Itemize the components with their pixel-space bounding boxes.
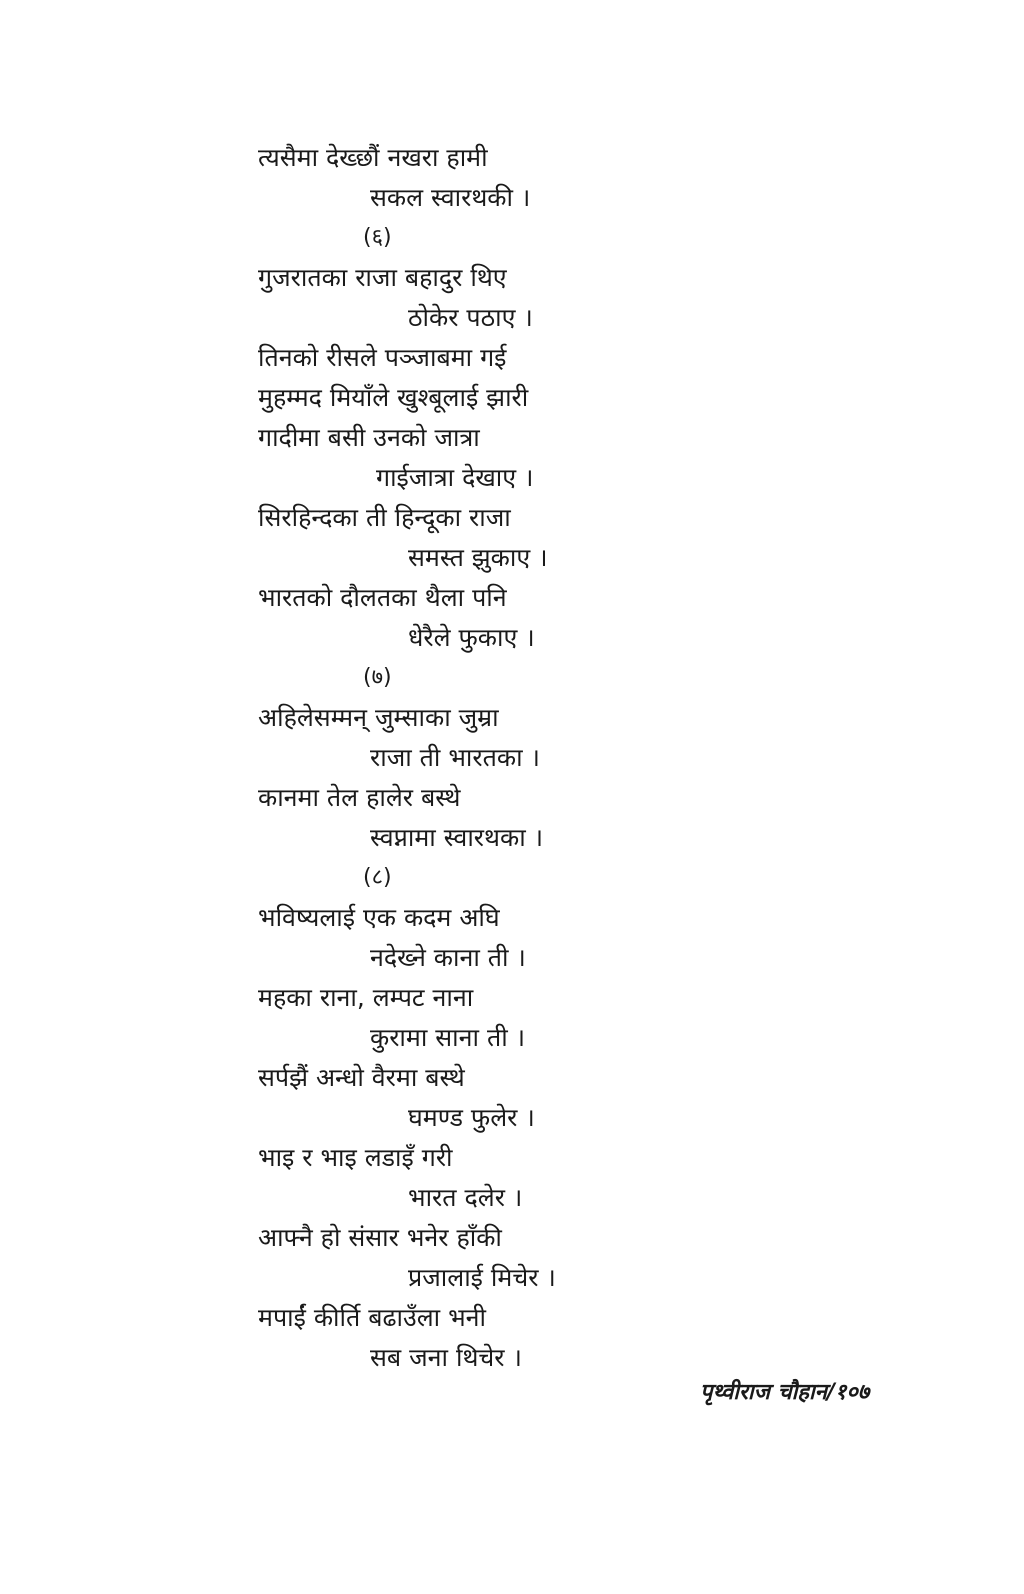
poem-line: मपाईं कीर्ति बढाउँला भनी <box>258 1303 487 1332</box>
poem-line: भाइ र भाइ लडाइँ गरी <box>258 1143 453 1172</box>
stanza-number: (८) <box>363 865 392 890</box>
poem-line: मुहम्मद मियाँले खुश्बूलाई झारी <box>258 383 529 412</box>
poem-line: गाईजात्रा देखाए । <box>376 463 534 492</box>
poem-line: नदेख्ने काना ती । <box>370 943 526 972</box>
poem-line: आफ्नै हो संसार भनेर हाँकी <box>258 1223 502 1252</box>
poem-line: प्रजालाई मिचेर । <box>408 1263 556 1292</box>
poem-line: सर्पझैं अन्धो वैरमा बस्थे <box>258 1063 465 1092</box>
poem-line: कुरामा साना ती । <box>370 1023 526 1052</box>
stanza-number: (६) <box>363 225 392 250</box>
poem-line: समस्त झुकाए । <box>408 543 548 572</box>
poem-line: राजा ती भारतका । <box>370 743 540 772</box>
running-footer: पृथ्वीराज चौहान/१०७ <box>700 1380 870 1405</box>
poem-line: गादीमा बसी उनको जात्रा <box>258 423 480 452</box>
poem-line: महका राना, लम्पट नाना <box>258 983 474 1012</box>
poem-line: कानमा तेल हालेर बस्थे <box>258 783 461 812</box>
poem-line: अहिलेसम्मन् जुम्साका जुम्रा <box>258 703 499 732</box>
poem-line: तिनको रीसले पञ्जाबमा गई <box>258 343 507 372</box>
poem-line: भविष्यलाई एक कदम अघि <box>258 903 500 932</box>
poem-line: घमण्ड फुलेर । <box>408 1103 535 1132</box>
stanza-number: (७) <box>363 665 392 690</box>
poem-line: ठोकेर पठाए । <box>408 303 533 332</box>
poem-line: स्वप्नामा स्वारथका । <box>370 823 544 852</box>
poem-line: त्यसैमा देख्छौं नखरा हामी <box>258 143 488 172</box>
poem-body <box>258 138 598 1378</box>
poem-line: भारत दलेर । <box>408 1183 523 1212</box>
poem-line: गुजरातका राजा बहादुर थिए <box>258 263 507 292</box>
poem-line: धेरैले फुकाए । <box>408 623 535 652</box>
poem-line: सकल स्वारथकी । <box>370 183 531 212</box>
poem-line: भारतको दौलतका थैला पनि <box>258 583 507 612</box>
poem-line: सब जना थिचेर । <box>370 1343 522 1372</box>
poem-line: सिरहिन्दका ती हिन्दूका राजा <box>258 503 511 532</box>
